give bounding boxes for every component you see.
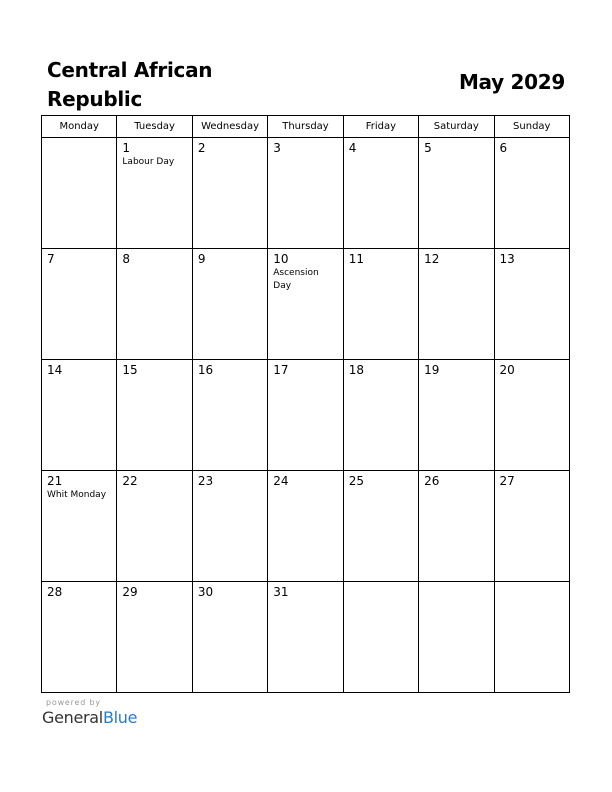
day-number: 5	[424, 141, 432, 155]
day-cell	[192, 249, 267, 360]
day-cell	[419, 249, 494, 360]
day-cell	[42, 582, 117, 693]
day-number: 3	[273, 141, 281, 155]
day-number: 20	[499, 363, 515, 377]
weekday-header: Monday	[42, 116, 117, 138]
day-number: 23	[197, 474, 214, 488]
week-row	[42, 471, 570, 582]
day-cell	[494, 360, 569, 471]
day-cell	[117, 360, 192, 471]
day-cell	[192, 582, 267, 693]
day-cell	[343, 582, 418, 693]
calendar-grid	[41, 115, 570, 693]
powered-by-label: powered by	[46, 698, 101, 707]
day-cell	[42, 360, 117, 471]
day-number: 26	[424, 474, 440, 488]
week-row	[42, 582, 570, 693]
day-cell	[494, 249, 569, 360]
day-cell	[494, 138, 569, 249]
day-cell	[192, 471, 267, 582]
holiday-label: Labour Day	[122, 157, 175, 167]
weekday-header: Saturday	[419, 116, 494, 138]
day-cell	[117, 582, 192, 693]
day-number: 1	[122, 141, 131, 155]
day-cell	[42, 471, 117, 582]
day-number: 19	[424, 363, 440, 377]
day-number: 8	[122, 252, 131, 266]
day-cell	[419, 582, 494, 693]
day-number: 4	[348, 141, 357, 155]
weekday-header: Friday	[343, 116, 418, 138]
day-cell	[117, 138, 192, 249]
day-number: 18	[348, 363, 364, 377]
day-cell	[268, 582, 343, 693]
day-cell	[343, 138, 418, 249]
day-cell	[268, 138, 343, 249]
day-number: 28	[47, 585, 63, 599]
weekday-header: Sunday	[494, 116, 569, 138]
day-cell	[268, 471, 343, 582]
day-number: 15	[122, 363, 138, 377]
day-number: 2	[197, 141, 206, 155]
day-cell	[192, 360, 267, 471]
day-number: 10	[273, 252, 289, 266]
country-title: Central African Republic	[47, 58, 213, 111]
day-number: 30	[197, 585, 214, 599]
brand-general-text: General	[42, 708, 103, 727]
holiday-label: Whit Monday	[47, 490, 107, 500]
day-number: 25	[348, 474, 364, 488]
week-row	[42, 249, 570, 360]
day-number: 21	[47, 474, 63, 488]
weekday-header: Thursday	[268, 116, 343, 138]
day-number: 9	[197, 252, 206, 266]
weekday-header: Tuesday	[117, 116, 192, 138]
day-number: 22	[122, 474, 138, 488]
day-cell	[419, 471, 494, 582]
day-cell	[419, 360, 494, 471]
weekday-header-row	[42, 116, 570, 138]
day-number: 6	[499, 141, 508, 155]
day-number: 17	[273, 363, 289, 377]
day-number: 27	[499, 474, 515, 488]
generalblue-logo[interactable]	[42, 708, 137, 727]
day-cell	[42, 138, 117, 249]
day-number: 16	[197, 363, 214, 377]
day-cell	[117, 249, 192, 360]
day-number: 29	[122, 585, 138, 599]
day-cell	[494, 582, 569, 693]
day-cell	[42, 249, 117, 360]
day-number: 11	[348, 252, 364, 266]
week-row	[42, 360, 570, 471]
day-number: 14	[47, 363, 63, 377]
holiday-label: Ascension Day	[273, 268, 319, 291]
day-number: 31	[273, 585, 289, 599]
brand-blue-text: Blue	[102, 708, 138, 727]
day-number: 24	[273, 474, 289, 488]
day-cell	[343, 360, 418, 471]
day-cell	[343, 249, 418, 360]
week-row	[42, 138, 570, 249]
day-cell	[494, 471, 569, 582]
day-number: 7	[47, 252, 55, 266]
weekday-header: Wednesday	[192, 116, 267, 138]
day-cell	[343, 471, 418, 582]
day-cell	[268, 360, 343, 471]
day-cell	[192, 138, 267, 249]
day-cell	[419, 138, 494, 249]
day-number: 12	[424, 252, 440, 266]
month-title: May 2029	[458, 70, 565, 94]
day-cell	[268, 249, 343, 360]
day-cell	[117, 471, 192, 582]
day-number: 13	[499, 252, 515, 266]
